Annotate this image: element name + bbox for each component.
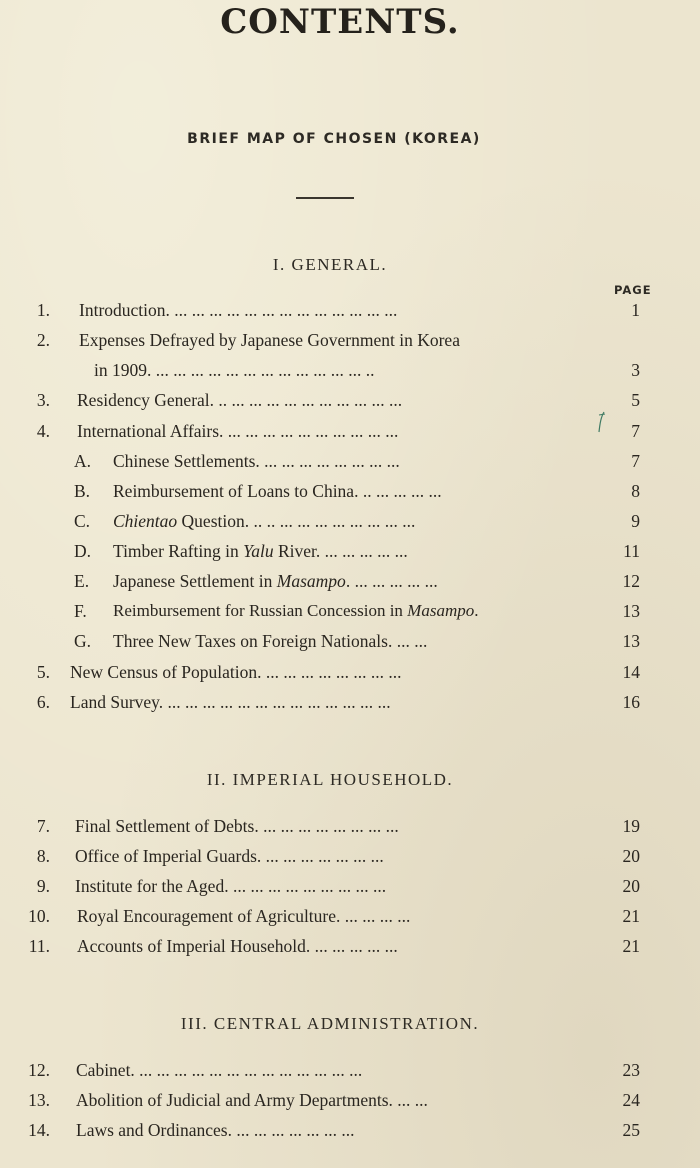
entry-number: 8. — [36, 846, 50, 866]
toc-subentry — [0, 478, 700, 504]
entry-title-start: Japanese Settlement in — [113, 571, 277, 591]
toc-entry — [0, 933, 700, 959]
entry-number: 10. — [28, 906, 50, 926]
entry-page: 1 — [631, 300, 640, 320]
entry-page: 5 — [631, 390, 640, 410]
divider-rule — [296, 197, 354, 199]
toc-entry — [0, 813, 700, 839]
entry-title: Office of Imperial Guards. ... ... ... ... ... ... ... — [75, 846, 384, 866]
toc-entry — [0, 873, 700, 899]
page-column-label: PAGE — [614, 283, 652, 297]
section-heading-central: III. CENTRAL ADMINISTRATION. — [180, 1014, 480, 1033]
entry-title-italic: Masampo — [276, 571, 346, 591]
entry-title — [113, 538, 599, 564]
entry-page: 8 — [631, 481, 640, 501]
entry-page: 19 — [622, 816, 640, 836]
entry-title: in 1909. ... ... ... ... ... ... ... ... ... ... ... ... .. — [94, 360, 375, 380]
entry-number: 1. — [36, 300, 50, 320]
entry-number: 13. — [28, 1090, 50, 1110]
entry-title: Accounts of Imperial Household. ... ... ... ... ... — [77, 936, 398, 956]
toc-entry — [0, 1117, 700, 1143]
entry-title: Chinese Settlements. ... ... ... ... ... ... ... ... — [113, 451, 400, 471]
entry-page: 21 — [622, 936, 640, 956]
entry-title: Institute for the Aged. ... ... ... ... ... ... ... ... ... — [75, 876, 387, 896]
toc-entry — [0, 903, 700, 929]
entry-page: 7 — [631, 421, 640, 441]
entry-page: 11 — [623, 541, 640, 561]
entry-title-start: Timber Rafting in — [113, 541, 244, 561]
entry-page: 12 — [622, 571, 640, 591]
toc-entry — [0, 327, 700, 353]
entry-page: 16 — [622, 692, 640, 712]
entry-page: 25 — [622, 1120, 640, 1140]
entry-page: 7 — [631, 451, 640, 471]
entry-page: 21 — [622, 906, 640, 926]
entry-title-italic: Chientao — [113, 511, 178, 531]
entry-title-italic: Yalu — [243, 541, 274, 561]
pencil-mark-icon — [596, 411, 606, 433]
entry-page: 9 — [631, 511, 640, 531]
map-heading: BRIEF MAP OF CHOSEN (KOREA) — [187, 131, 481, 147]
entry-title — [113, 598, 599, 624]
entry-letter: C. — [74, 511, 91, 531]
entry-number: 5. — [36, 662, 50, 682]
entry-number: 12. — [28, 1060, 50, 1080]
entry-page: 13 — [622, 631, 640, 651]
toc-subentry — [0, 538, 700, 564]
entry-title: Expenses Defrayed by Japanese Government in Korea — [79, 330, 460, 350]
entry-title-start: Reimbursement for Russian Concession in — [113, 601, 408, 620]
entry-number: 4. — [36, 421, 50, 441]
entry-number: 7. — [36, 816, 50, 836]
toc-subentry — [0, 448, 700, 474]
page-title: CONTENTS. — [220, 2, 460, 42]
entry-title: Abolition of Judicial and Army Departments. ... ... — [76, 1090, 428, 1110]
entry-title-rest: River. ... ... ... ... ... — [273, 541, 408, 561]
entry-title — [113, 508, 599, 534]
entry-number: 3. — [36, 390, 50, 410]
entry-page: 23 — [622, 1060, 640, 1080]
entry-title: Cabinet. ... ... ... ... ... ... ... ... ... ... ... ... ... — [76, 1060, 363, 1080]
toc-entry — [0, 418, 700, 444]
toc-subentry — [0, 598, 700, 624]
entry-letter: F. — [74, 601, 87, 621]
entry-page: 24 — [622, 1090, 640, 1110]
entry-number: 2. — [36, 330, 50, 350]
toc-subentry — [0, 508, 700, 534]
entry-title: Royal Encouragement of Agriculture. ... ... ... ... — [77, 906, 411, 926]
entry-title-rest: Question. .. .. ... ... ... ... ... ... ... ... — [177, 511, 416, 531]
entry-title: Laws and Ordinances. ... ... ... ... ... ... ... — [76, 1120, 355, 1140]
toc-subentry — [0, 628, 700, 654]
toc-entry — [0, 689, 700, 715]
entry-letter: B. — [74, 481, 91, 501]
entry-page: 20 — [622, 876, 640, 896]
entry-title — [113, 568, 599, 594]
toc-entry — [0, 1087, 700, 1113]
entry-letter: G. — [74, 631, 92, 651]
toc-entry-continuation — [0, 357, 700, 383]
entry-title: Introduction. ... ... ... ... ... ... ... ... ... ... ... ... ... — [79, 300, 398, 320]
entry-number: 14. — [28, 1120, 50, 1140]
section-heading-household: II. IMPERIAL HOUSEHOLD. — [206, 770, 454, 789]
entry-letter: E. — [74, 571, 90, 591]
toc-entry — [0, 843, 700, 869]
section-heading-general: I. GENERAL. — [272, 255, 388, 274]
entry-title: International Affairs. ... ... ... ... ... ... ... ... ... ... — [77, 421, 399, 441]
toc-subentry — [0, 568, 700, 594]
entry-title: Final Settlement of Debts. ... ... ... ... ... ... ... ... — [75, 816, 399, 836]
entry-letter: D. — [74, 541, 92, 561]
toc-entry — [0, 659, 700, 685]
entry-title: Reimbursement of Loans to China. .. ... ... ... ... — [113, 481, 442, 501]
entry-number: 9. — [36, 876, 50, 896]
entry-page: 14 — [622, 662, 640, 682]
toc-entry — [0, 1057, 700, 1083]
toc-entry — [0, 387, 700, 413]
entry-title-rest: . ... ... ... ... ... — [345, 571, 438, 591]
entry-title-italic: Masampo — [407, 601, 475, 620]
toc-entry — [0, 297, 700, 323]
entry-title: Three New Taxes on Foreign Nationals. ... ... — [113, 631, 428, 651]
entry-title: New Census of Population. ... ... ... ... ... ... ... ... — [70, 662, 402, 682]
entry-page: 20 — [622, 846, 640, 866]
entry-title-rest: . — [474, 601, 479, 620]
entry-title: Residency General. .. ... ... ... ... ... ... ... ... ... ... — [77, 390, 403, 410]
entry-number: 6. — [36, 692, 50, 712]
entry-page: 13 — [622, 601, 640, 621]
entry-letter: A. — [74, 451, 92, 471]
entry-page: 3 — [631, 360, 640, 380]
entry-number: 11. — [28, 936, 50, 956]
entry-title: Land Survey. ... ... ... ... ... ... ... ... ... ... ... ... ... — [70, 692, 391, 712]
